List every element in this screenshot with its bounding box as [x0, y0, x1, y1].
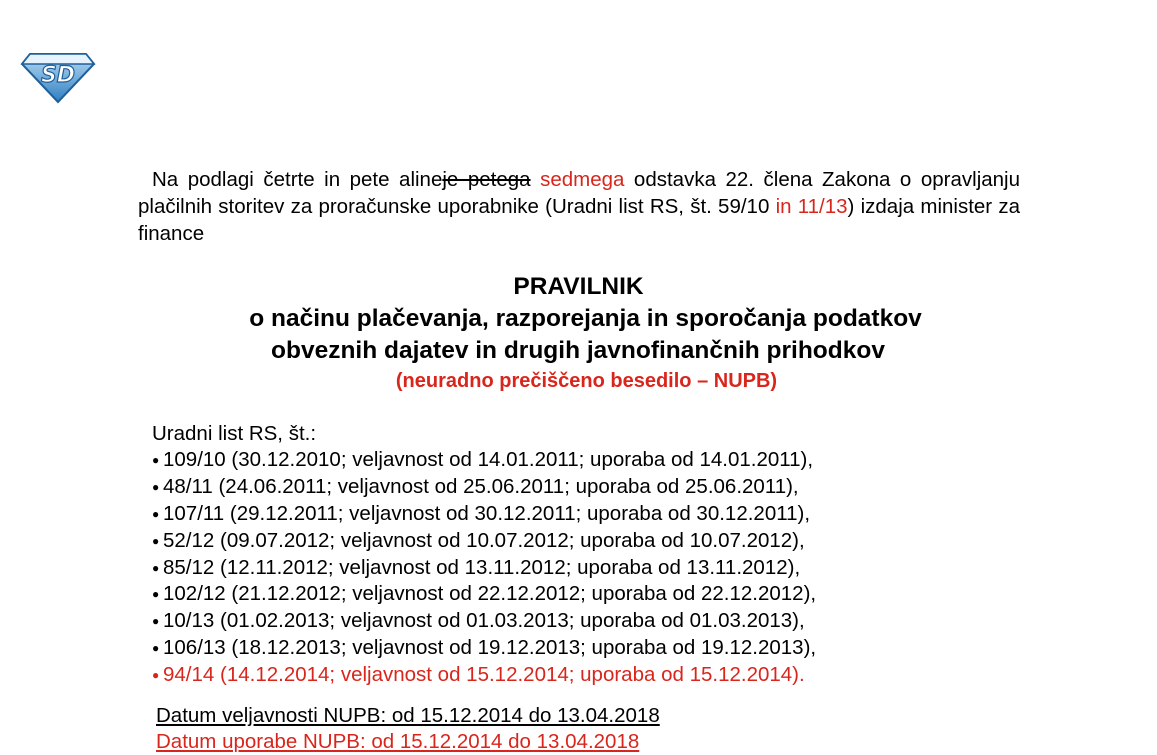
title-line-3: obveznih dajatev in drugih javnofinančnih prihodkov [271, 337, 885, 364]
bullet-icon: ● [152, 533, 160, 548]
validity-date: Datum veljavnosti NUPB: od 15.12.2014 do 13.04.2018 [156, 704, 660, 727]
intro-inserted-text: sedmega [530, 168, 625, 191]
title-subtitle: (neuradno prečiščeno besedilo – NUPB) [395, 370, 778, 392]
gazette-entry-text: 94/14 (14.12.2014; veljavnost od 15.12.2014; uporaba od 15.12.2014). [163, 663, 805, 687]
gazette-entry [152, 501, 816, 528]
svg-text:SD: SD [40, 63, 76, 88]
gazette-entry [152, 635, 816, 662]
gazette-entry-text: 48/11 (24.06.2011; veljavnost od 25.06.2011; uporaba od 25.06.2011), [163, 474, 799, 498]
bullet-icon: ● [152, 614, 160, 629]
gazette-entry-text: 10/13 (01.02.2013; veljavnost od 01.03.2013; uporaba od 01.03.2013), [163, 609, 805, 633]
logo [20, 48, 96, 104]
gazette-section [152, 421, 816, 689]
bullet-icon: ● [152, 641, 160, 656]
gazette-entry [152, 662, 816, 689]
intro-paragraph [138, 166, 1020, 247]
gazette-entry [152, 528, 816, 555]
intro-part2: odstavka 22. člena Zakona o opravljanju plačilnih storitev za proračunske uporabnike (Uradni list RS, št. 59/10 [138, 168, 1020, 218]
gazette-entry-text: 102/12 (21.12.2012; veljavnost od 22.12.2012; uporaba od 22.12.2012), [163, 582, 817, 606]
gazette-entry-text: 109/10 (30.12.2010; veljavnost od 14.01.2011; uporaba od 14.01.2011), [163, 448, 814, 471]
document-title [0, 271, 1157, 395]
gazette-entry [152, 555, 816, 582]
validity-section [156, 703, 660, 755]
bullet-icon: ● [152, 506, 160, 521]
usage-date: Datum uporabe NUPB: od 15.12.2014 do 13.04.2018 [156, 730, 640, 753]
bullet-icon: ● [152, 479, 160, 494]
gazette-entry-text: 85/12 (12.11.2012; veljavnost od 13.11.2012; uporaba od 13.11.2012), [163, 555, 801, 579]
bullet-icon: ● [152, 587, 160, 602]
gazette-entry-text: 52/12 (09.07.2012; veljavnost od 10.07.2012; uporaba od 10.07.2012), [163, 528, 805, 552]
gazette-label: Uradni list RS, št.: [152, 422, 317, 445]
intro-part1: Na podlagi četrte in pete aline [152, 168, 443, 191]
gazette-entry [152, 474, 816, 501]
bullet-icon: ● [152, 560, 160, 575]
gazette-entry-text: 107/11 (29.12.2011; veljavnost od 30.12.2011; uporaba od 30.12.2011), [163, 501, 811, 525]
gazette-entry-text: 106/13 (18.12.2013; veljavnost od 19.12.2013; uporaba od 19.12.2013), [163, 636, 817, 660]
diamond-logo-icon [20, 48, 96, 104]
intro-part3: ) izdaja minister za finance [138, 195, 1020, 245]
intro-struck-text: je petega [442, 168, 531, 191]
bullet-icon: ● [152, 668, 160, 683]
gazette-entry [152, 608, 816, 635]
gazette-entry [152, 581, 816, 608]
gazette-list [152, 447, 816, 689]
bullet-icon: ● [152, 453, 160, 467]
intro-inserted-text-2: in 11/13 [769, 195, 848, 218]
gazette-entry [152, 447, 816, 474]
title-line-1: PRAVILNIK [513, 273, 644, 300]
title-line-2: o načinu plačevanja, razporejanja in sporočanja podatkov [249, 305, 922, 332]
